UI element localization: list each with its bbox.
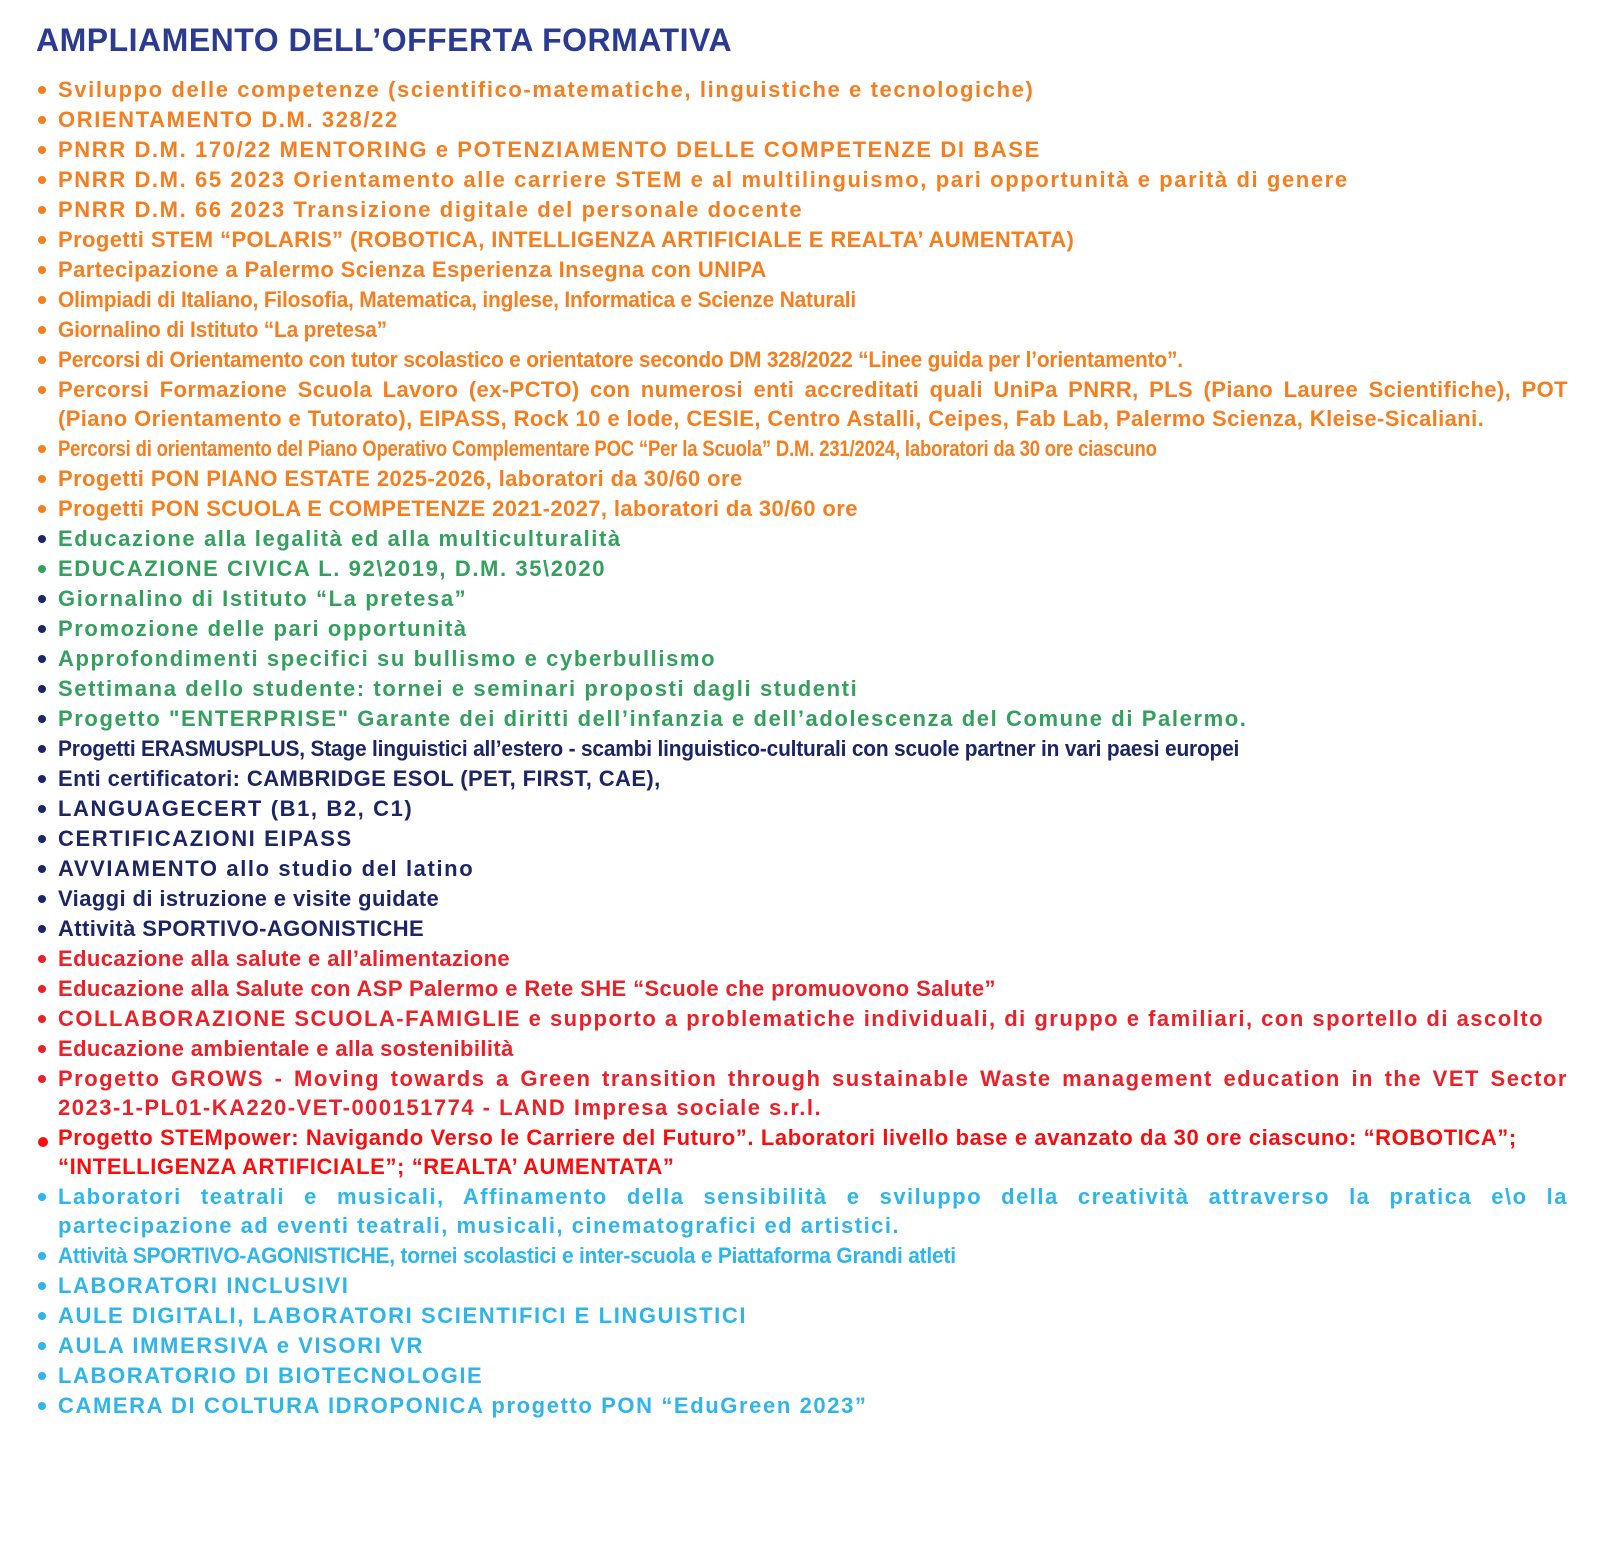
list-item-text: Progetti STEM “POLARIS” (ROBOTICA, INTELLIGENZA ARTIFICIALE E REALTA’ AUMENTATA)	[58, 227, 1075, 252]
bullet-dot	[38, 895, 46, 903]
bullet-dot	[38, 955, 46, 963]
bullet-dot	[38, 296, 46, 304]
bullet-dot	[38, 1312, 46, 1320]
list-item-text: Educazione alla legalità ed alla multiculturalità	[58, 526, 622, 551]
list-item	[58, 1182, 1568, 1240]
bullet-dot	[38, 475, 46, 483]
list-item-text: Progetti PON PIANO ESTATE 2025-2026, laboratori da 30/60 ore	[58, 466, 743, 491]
list-item	[58, 1331, 1568, 1360]
list-item	[58, 734, 1568, 763]
list-item	[58, 165, 1568, 194]
list-item	[58, 854, 1568, 883]
list-item-text: ORIENTAMENTO D.M. 328/22	[58, 107, 399, 132]
list-item-text: Giornalino di Istituto “La pretesa”	[58, 317, 387, 342]
list-item-text: Partecipazione a Palermo Scienza Esperienza Insegna con UNIPA	[58, 257, 767, 282]
bullet-dot	[38, 445, 46, 453]
bullet-dot	[38, 326, 46, 334]
bullet-dot	[38, 1252, 46, 1260]
list-item	[58, 524, 1568, 553]
list-item	[58, 554, 1568, 583]
list-item	[58, 1064, 1568, 1122]
bullet-dot	[38, 146, 46, 154]
list-item-text: LABORATORI INCLUSIVI	[58, 1273, 350, 1298]
bullet-dot	[38, 925, 46, 933]
bullet-dot	[38, 1137, 48, 1147]
list-item-text: Enti certificatori: CAMBRIDGE ESOL (PET, FIRST, CAE),	[58, 766, 661, 791]
list-item-text: Educazione alla Salute con ASP Palermo e Rete SHE “Scuole che promuovono Salute”	[58, 976, 996, 1001]
list-item-text: Progetto STEMpower: Navigando Verso le Carriere del Futuro”. Laboratori livello base e avanzato da 30 ore ciascuno: “ROBOTICA”; “INTELLIGENZA ARTIFICIALE”; “REALTA’ AUMENTATA”	[58, 1125, 1517, 1179]
list-item	[58, 1391, 1568, 1420]
list-item-text: Approfondimenti specifici su bullismo e cyberbullismo	[58, 646, 717, 671]
list-item-text: Promozione delle pari opportunità	[58, 616, 468, 641]
bullet-dot	[38, 236, 46, 244]
list-item	[58, 1123, 1568, 1181]
list-item-text: Attività SPORTIVO-AGONISTICHE, tornei scolastici e inter-scuola e Piattaforma Grandi atleti	[58, 1243, 956, 1268]
bullet-dot	[38, 985, 46, 993]
bullet-dot	[38, 715, 46, 723]
bullet-dot	[38, 116, 46, 124]
bullet-dot	[38, 505, 46, 513]
list-item	[58, 1034, 1568, 1063]
bullet-dot	[38, 535, 46, 543]
list-item-text: Educazione ambientale e alla sostenibilità	[58, 1036, 514, 1061]
list-item-text: Viaggi di istruzione e visite guidate	[58, 886, 440, 911]
list-item	[58, 345, 1568, 374]
page-title: AMPLIAMENTO DELL’OFFERTA FORMATIVA	[36, 22, 733, 58]
list-item	[58, 644, 1568, 673]
bullet-dot	[38, 1342, 46, 1350]
bullet-dot	[38, 206, 46, 214]
list-item	[58, 1271, 1568, 1300]
list-item	[58, 225, 1568, 254]
list-item-text: AULA IMMERSIVA e VISORI VR	[58, 1333, 424, 1358]
list-item-text: Olimpiadi di Italiano, Filosofia, Matematica, inglese, Informatica e Scienze Naturali	[58, 287, 857, 312]
list-item-text: AVVIAMENTO allo studio del latino	[58, 856, 475, 881]
list-item-text: AULE DIGITALI, LABORATORI SCIENTIFICI E LINGUISTICI	[58, 1303, 748, 1328]
bullet-dot	[38, 266, 46, 274]
bullet-dot	[38, 1372, 46, 1380]
bullet-dot	[38, 565, 46, 573]
list-item-text: CAMERA DI COLTURA IDROPONICA progetto PON “EduGreen 2023”	[58, 1393, 868, 1418]
list-item-text: Percorsi di orientamento del Piano Operativo Complementare POC “Per la Scuola” D.M. 231/2024, laboratori da 30 ore ciascuno	[58, 436, 1157, 461]
list-item-text: PNRR D.M. 170/22 MENTORING e POTENZIAMENTO DELLE COMPETENZE DI BASE	[58, 137, 1041, 162]
bullet-dot	[38, 86, 46, 94]
list-item	[58, 375, 1568, 433]
list-item	[58, 1004, 1568, 1033]
list-item	[58, 674, 1568, 703]
list-item	[58, 75, 1568, 104]
list-item-text: Educazione alla salute e all’alimentazione	[58, 946, 511, 971]
list-item-text: Progetti ERASMUSPLUS, Stage linguistici all’estero - scambi linguistico-culturali con scuole partner in vari paesi europei	[58, 736, 1240, 761]
bullet-dot	[38, 835, 46, 843]
bullet-dot	[38, 775, 46, 783]
list-item	[58, 195, 1568, 224]
bullet-dot	[38, 865, 46, 873]
list-item-text: PNRR D.M. 66 2023 Transizione digitale del personale docente	[58, 197, 804, 222]
bullet-dot	[38, 1075, 46, 1083]
list-item-text: Attività SPORTIVO-AGONISTICHE	[58, 916, 425, 941]
list-item	[58, 434, 1568, 463]
list-item	[58, 494, 1568, 523]
bullet-dot	[38, 625, 46, 633]
bullet-dot	[38, 1282, 46, 1290]
list-item-text: Percorsi Formazione Scuola Lavoro (ex-PCTO) con numerosi enti accreditati quali UniPa PNRR, PLS (Piano Lauree Scientifiche), POT (Piano Orientamento e Tutorato), EIPASS, Rock 10 e lode, CESIE, Centro Astalli, Ceipes, Fab Lab, Palermo Scienza, Kleise-Sicaliani.	[58, 377, 1568, 431]
list-item-text: LABORATORIO DI BIOTECNOLOGIE	[58, 1363, 484, 1388]
list-item-text: EDUCAZIONE CIVICA L. 92\2019, D.M. 35\2020	[58, 556, 607, 581]
bullet-dot	[38, 386, 46, 394]
list-item	[58, 315, 1568, 344]
list-item-text: Settimana dello studente: tornei e seminari proposti dagli studenti	[58, 676, 859, 701]
bullet-dot	[38, 595, 46, 603]
list-item	[58, 105, 1568, 134]
bullet-dot	[38, 1402, 46, 1410]
bullet-dot	[38, 1193, 46, 1201]
list-item	[58, 794, 1568, 823]
list-item	[58, 1241, 1568, 1270]
bullet-dot	[38, 1045, 46, 1053]
bullet-dot	[38, 356, 46, 364]
list-item	[58, 704, 1568, 733]
list-item-text: LANGUAGECERT (B1, B2, C1)	[58, 796, 414, 821]
list-item	[58, 255, 1568, 284]
bullet-dot	[38, 655, 46, 663]
offerta-formativa-list	[36, 75, 1568, 1420]
list-item	[58, 285, 1568, 314]
list-item	[58, 584, 1568, 613]
list-item	[58, 1301, 1568, 1330]
list-item-text: PNRR D.M. 65 2023 Orientamento alle carriere STEM e al multilinguismo, pari opportunità e parità di genere	[58, 167, 1349, 192]
list-item-text: Progetto GROWS - Moving towards a Green transition through sustainable Waste management education in the VET Sector 2023-1-PL01-KA220-VET-000151774 - LAND Impresa sociale s.r.l.	[58, 1066, 1568, 1120]
list-item-text: Giornalino di Istituto “La pretesa”	[58, 586, 468, 611]
bullet-dot	[38, 805, 46, 813]
list-item-text: Percorsi di Orientamento con tutor scolastico e orientatore secondo DM 328/2022 “Linee guida per l’orientamento”.	[58, 347, 1183, 372]
bullet-dot	[38, 1015, 46, 1023]
list-item	[58, 614, 1568, 643]
list-item	[58, 1361, 1568, 1390]
list-item	[58, 974, 1568, 1003]
list-item	[58, 944, 1568, 973]
bullet-dot	[38, 685, 46, 693]
list-item	[58, 884, 1568, 913]
list-item-text: CERTIFICAZIONI EIPASS	[58, 826, 353, 851]
list-item	[58, 824, 1568, 853]
list-item-text: Laboratori teatrali e musicali, Affinamento della sensibilità e sviluppo della creatività attraverso la pratica e\o la partecipazione ad eventi teatrali, musicali, cinematografici ed artistici.	[58, 1184, 1568, 1238]
bullet-dot	[38, 176, 46, 184]
list-item-text: COLLABORAZIONE SCUOLA-FAMIGLIE e supporto a problematiche individuali, di gruppo e familiari, con sportello di ascolto	[58, 1006, 1545, 1031]
bullet-dot	[38, 745, 46, 753]
list-item	[58, 764, 1568, 793]
list-item	[58, 914, 1568, 943]
list-item-text: Progetto "ENTERPRISE" Garante dei diritti dell’infanzia e dell’adolescenza del Comune di Palermo.	[58, 706, 1248, 731]
list-item	[58, 135, 1568, 164]
list-item	[58, 464, 1568, 493]
list-item-text: Sviluppo delle competenze (scientifico-matematiche, linguistiche e tecnologiche)	[58, 77, 1035, 102]
list-item-text: Progetti PON SCUOLA E COMPETENZE 2021-2027, laboratori da 30/60 ore	[58, 496, 858, 521]
